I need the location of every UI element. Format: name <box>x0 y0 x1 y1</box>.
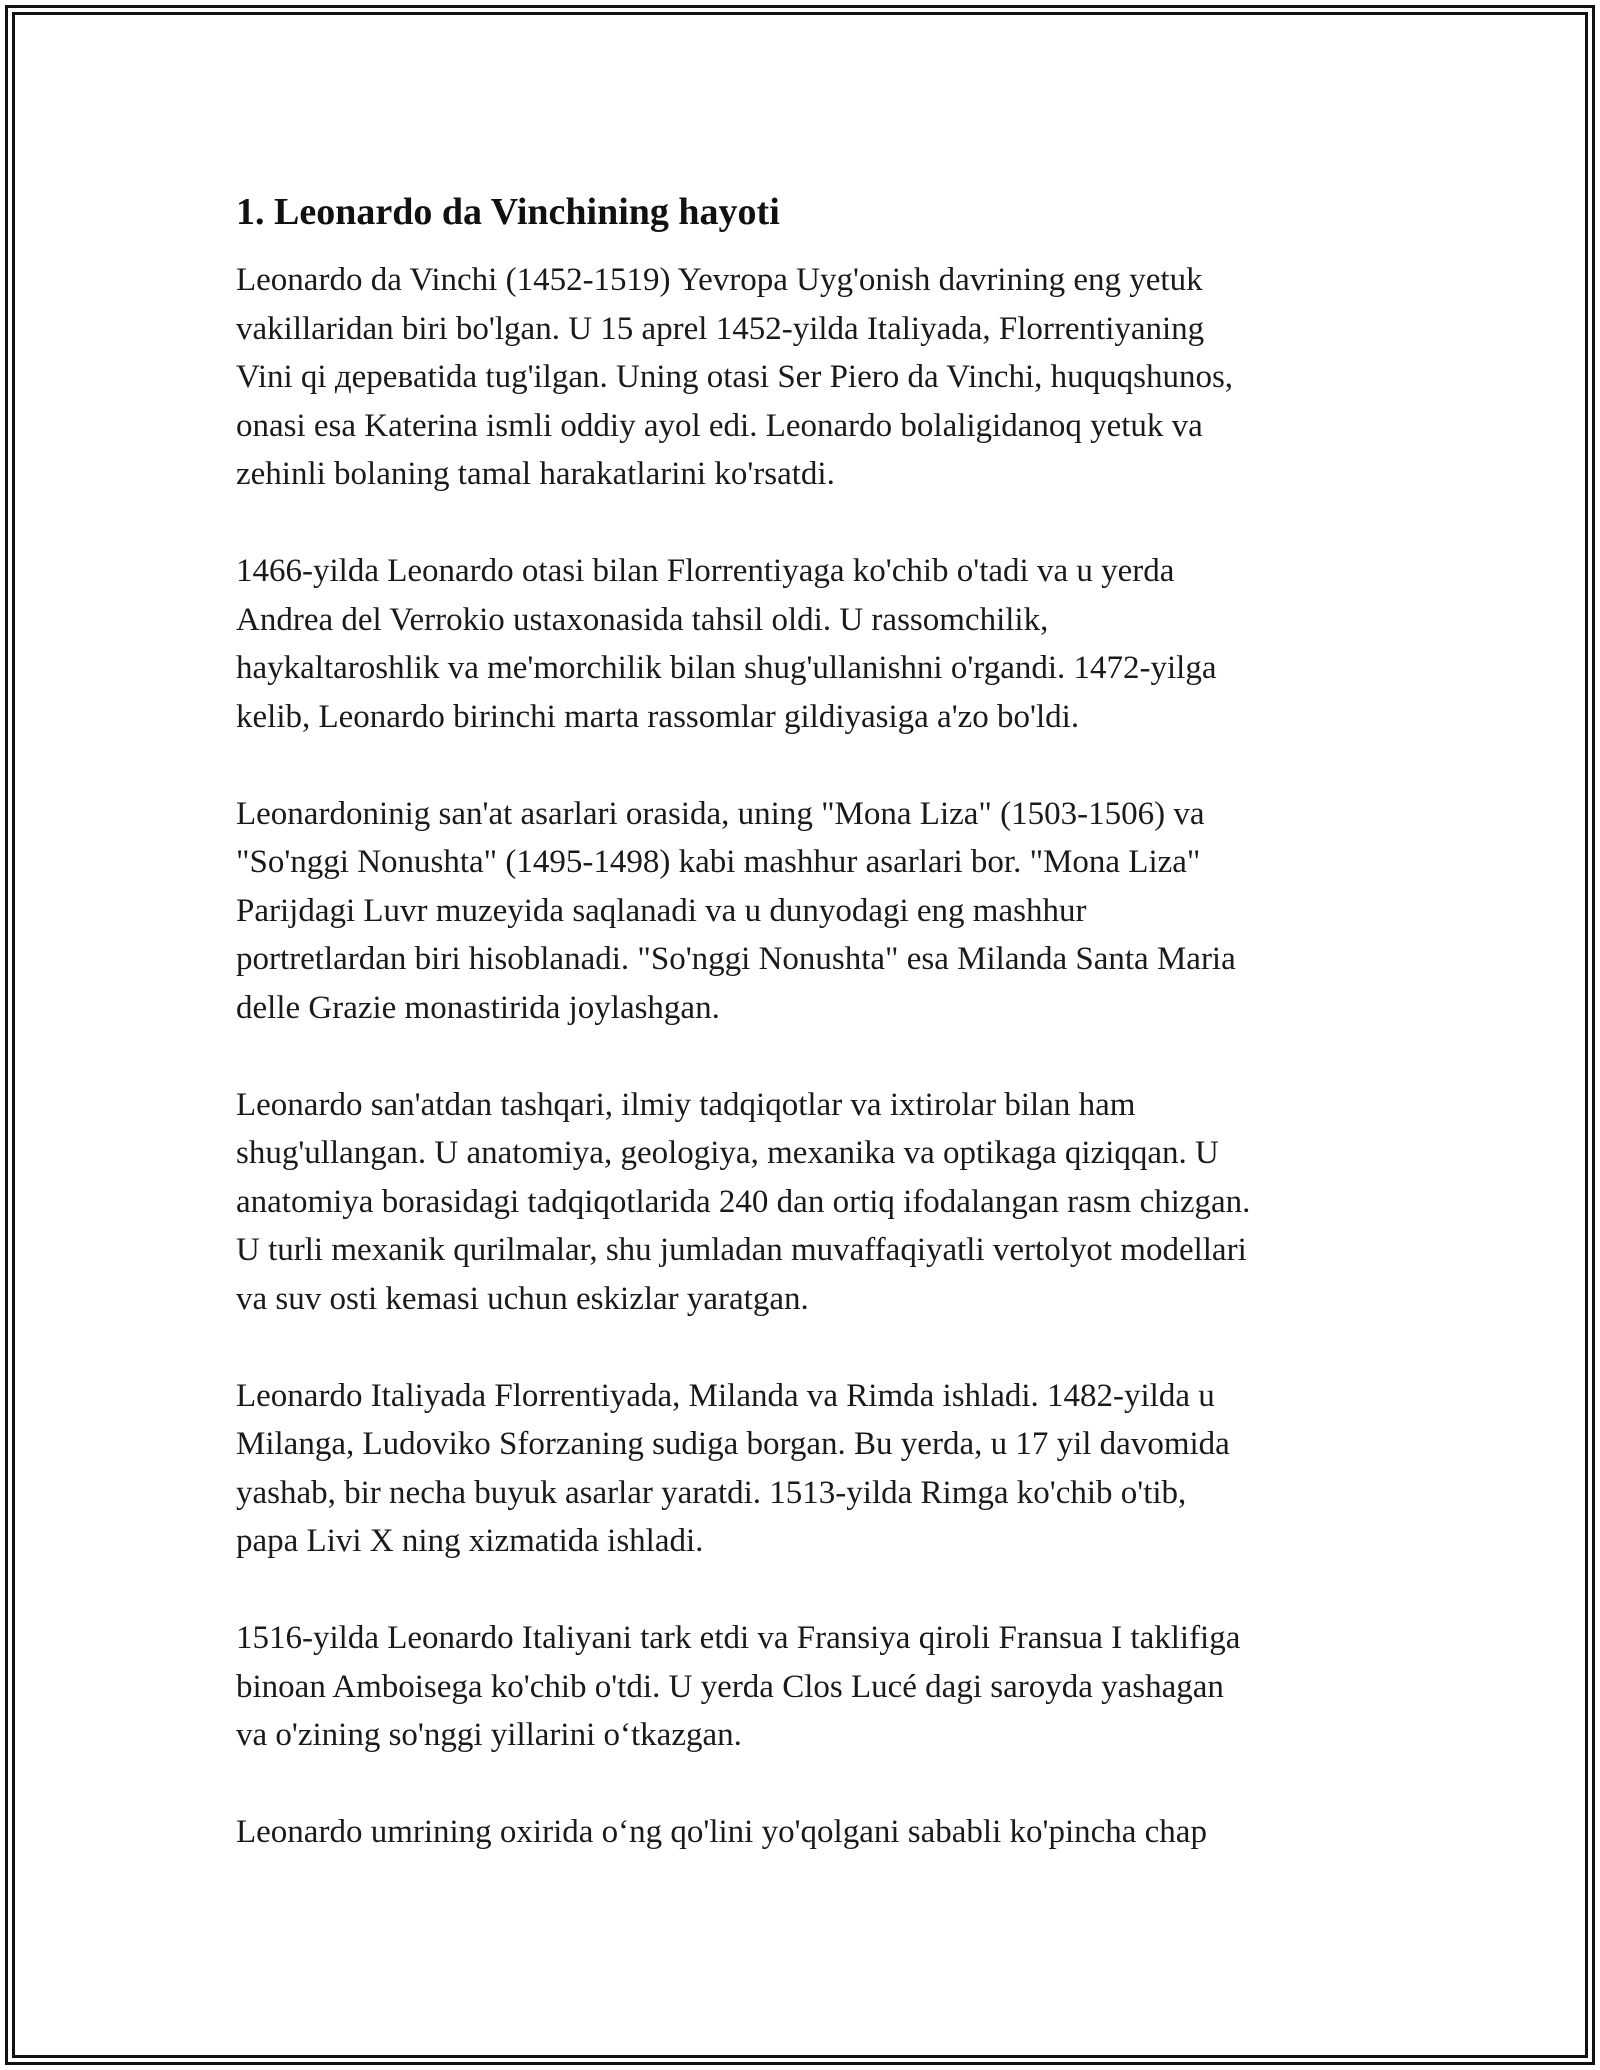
paragraph-line: vakillaridan biri bo'lgan. U 15 aprel 1452-yilda Italiyada, Florrentiyaning <box>236 310 1205 347</box>
paragraph-line: binoan Amboisega ko'chib o'tdi. U yerda Clos Lucé dagi saroyda yashagan <box>236 1668 1224 1705</box>
paragraph-1 <box>236 256 1386 499</box>
paragraph-line: Andrea del Verrokio ustaxonasida tahsil oldi. U rassomchilik, <box>236 601 1049 638</box>
paragraph-line: va suv osti kemasi uchun eskizlar yaratgan. <box>236 1280 809 1317</box>
paragraph-3 <box>236 790 1386 1033</box>
paragraph-line: Milanga, Ludoviko Sforzaning sudiga borgan. Bu yerda, u 17 yil davomida <box>236 1426 1230 1462</box>
paragraph-line: delle Grazie monastirida joylashgan. <box>236 989 720 1026</box>
paragraph-line: Leonardo san'atdan tashqari, ilmiy tadqiqotlar va ixtirolar bilan ham <box>236 1086 1136 1123</box>
paragraph-7 <box>236 1808 1386 1857</box>
paragraph-list <box>236 256 1386 1857</box>
paragraph-2 <box>236 547 1386 741</box>
paragraph-line: Parijdagi Luvr muzeyida saqlanadi va u dunyodagi eng mashhur <box>236 892 1087 929</box>
paragraph-line: va o'zining so'nggi yillarini o‘tkazgan. <box>236 1717 742 1753</box>
paragraph-line: Leonardoninig san'at asarlari orasida, uning "Mona Liza" (1503-1506) va <box>236 795 1205 832</box>
paragraph-line: Leonardo umrining oxirida o‘ng qo'lini yo'qolgani sababli ko'pincha chap <box>236 1814 1207 1850</box>
section-heading: 1. Leonardo da Vinchining hayoti <box>236 191 780 233</box>
paragraph-line: "So'nggi Nonushta" (1495-1498) kabi mashhur asarlari bor. "Mona Liza" <box>236 844 1201 880</box>
paragraph-4 <box>236 1081 1386 1324</box>
paragraph-line: U turli mexanik qurilmalar, shu jumladan muvaffaqiyatli vertolyot modellari <box>236 1232 1247 1268</box>
document-body <box>236 186 1386 1905</box>
paragraph-line: zehinli bolaning tamal harakatlarini ko'rsatdi. <box>236 456 835 492</box>
paragraph-line: portretlardan biri hisoblanadi. "So'nggi Nonushta" esa Milanda Santa Maria <box>236 941 1236 977</box>
paragraph-line: Leonardo Italiyada Florrentiyada, Milanda va Rimda ishladi. 1482-yilda u <box>236 1377 1215 1414</box>
paragraph-line: 1516-yilda Leonardo Italiyani tark etdi va Fransiya qiroli Fransua I taklifiga <box>236 1620 1241 1656</box>
paragraph-line: kelib, Leonardo birinchi marta rassomlar gildiyasiga a'zo bo'ldi. <box>236 698 1080 735</box>
paragraph-5 <box>236 1372 1386 1566</box>
paragraph-line: 1466-yilda Leonardo otasi bilan Florrentiyaga ko'chib o'tadi va u yerda <box>236 553 1175 589</box>
paragraph-6 <box>236 1614 1386 1760</box>
paragraph-line: shug'ullangan. U anatomiya, geologiya, mexanika va optikaga qiziqqan. U <box>236 1135 1219 1171</box>
paragraph-line: yashab, bir necha buyuk asarlar yaratdi. 1513-yilda Rimga ko'chib o'tib, <box>236 1474 1187 1511</box>
paragraph-line: Leonardo da Vinchi (1452-1519) Yevropa Uyg'onish davrining eng yetuk <box>236 262 1203 298</box>
paragraph-line: Vini qi деревatida tug'ilgan. Uning otasi Ser Piero da Vinchi, huquqshunos, <box>236 359 1234 395</box>
paragraph-line: papa Livi X ning xizmatida ishladi. <box>236 1523 704 1559</box>
paragraph-line: anatomiya borasidagi tadqiqotlarida 240 dan ortiq ifodalangan rasm chizgan. <box>236 1183 1251 1220</box>
paragraph-line: onasi esa Katerina ismli oddiy ayol edi. Leonardo bolaligidanoq yetuk va <box>236 407 1203 444</box>
paragraph-line: haykaltaroshlik va me'morchilik bilan shug'ullanishni o'rgandi. 1472-yilga <box>236 650 1217 686</box>
